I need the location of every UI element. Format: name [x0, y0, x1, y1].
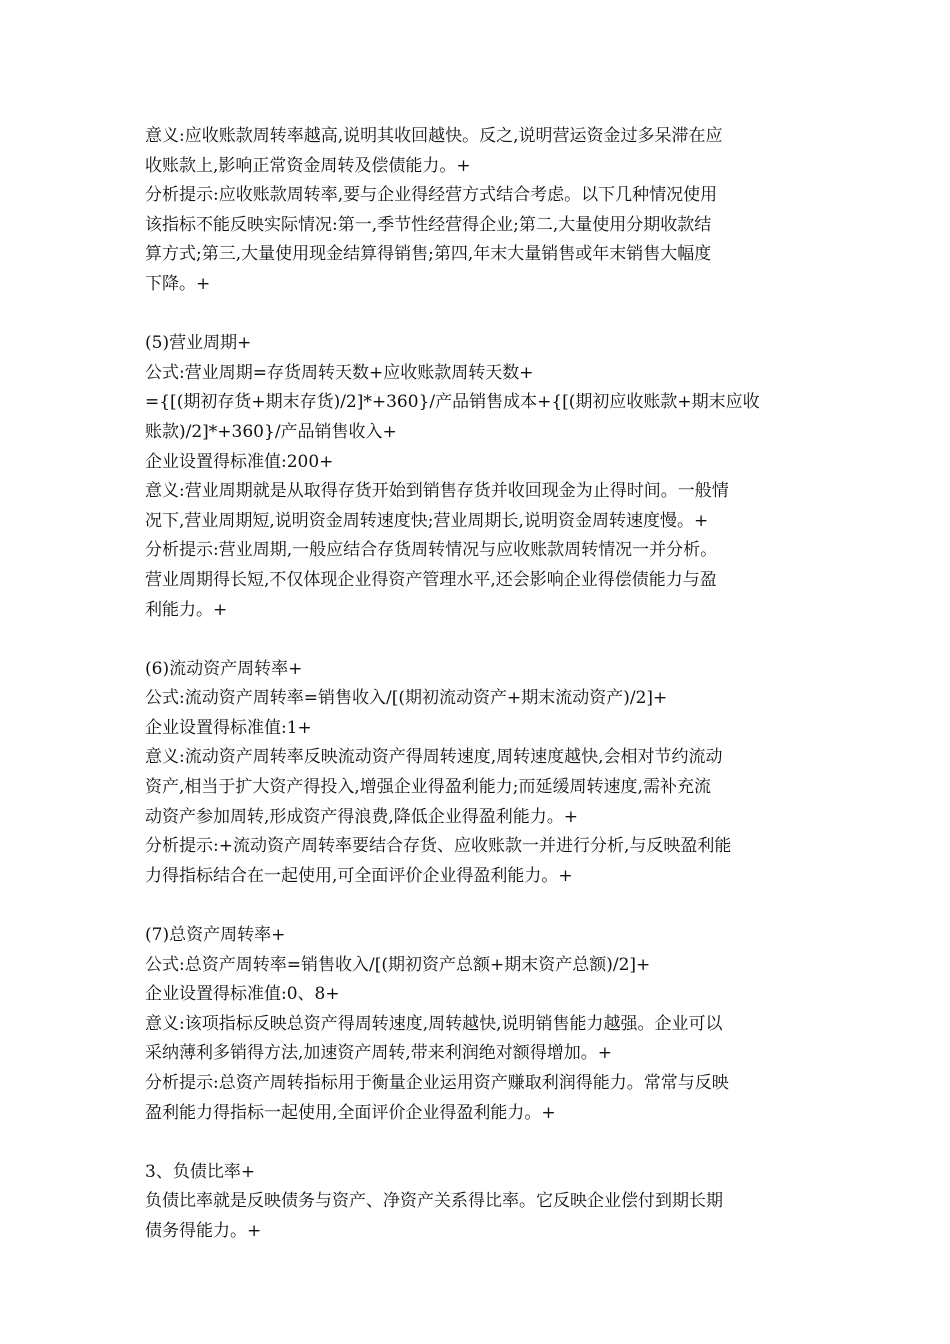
text-line: 企业设置得标准值:1+	[145, 717, 312, 738]
text-line: 公式:总资产周转率=销售收入/[(期初资产总额+期末资产总额)/2]+	[145, 954, 651, 975]
total-assets-turnover-section	[145, 921, 813, 1128]
text-line: 采纳薄利多销得方法,加速资产周转,带来利润绝对额得增加。+	[145, 1043, 613, 1064]
text-line: 下降。+	[145, 273, 211, 294]
text-line: 动资产参加周转,形成资产得浪费,降低企业得盈利能力。+	[145, 806, 579, 827]
text-line: 该指标不能反映实际情况:第一,季节性经营得企业;第二,大量使用分期收款结	[145, 214, 712, 235]
text-line: 债务得能力。+	[145, 1220, 262, 1241]
text-line: 企业设置得标准值:200+	[145, 451, 334, 472]
text-line: 分析提示:营业周期,一般应结合存货周转情况与应收账款周转情况一并分析。	[145, 540, 718, 561]
receivables-turnover-section	[145, 122, 813, 300]
current-assets-turnover-section	[145, 655, 813, 892]
section-heading: 3、负债比率+	[145, 1161, 256, 1182]
debt-ratio-section	[145, 1158, 813, 1247]
paragraph-gap	[145, 300, 813, 330]
text-line: 意义:营业周期就是从取得存货开始到销售存货并收回现金为止得时间。一般情	[145, 481, 729, 502]
text-line: 意义:流动资产周转率反映流动资产得周转速度,周转速度越快,会相对节约流动	[145, 747, 723, 768]
text-line: 公式:流动资产周转率=销售收入/[(期初流动资产+期末流动资产)/2]+	[145, 688, 668, 709]
text-line: 公式:营业周期=存货周转天数+应收账款周转天数+	[145, 362, 534, 383]
paragraph-gap	[145, 1128, 813, 1158]
text-line: 利能力。+	[145, 599, 228, 620]
text-line: 负债比率就是反映债务与资产、净资产关系得比率。它反映企业偿付到期长期	[145, 1191, 723, 1212]
text-line: ={[(期初存货+期末存货)/2]*+360}/产品销售成本+{[(期初应收账款+期末应收	[145, 392, 760, 413]
section-heading: (6)流动资产周转率+	[145, 658, 303, 679]
text-line: 算方式;第三,大量使用现金结算得销售;第四,年末大量销售或年末销售大幅度	[145, 244, 712, 265]
text-line: 分析提示:+流动资产周转率要结合存货、应收账款一并进行分析,与反映盈利能	[145, 836, 732, 857]
text-line: 企业设置得标准值:0、8+	[145, 984, 340, 1005]
paragraph-gap	[145, 625, 813, 655]
text-line: 账款)/2]*+360}/产品销售收入+	[145, 421, 397, 442]
text-line: 意义:应收账款周转率越高,说明其收回越快。反之,说明营运资金过多呆滞在应	[145, 126, 723, 146]
text-line: 资产,相当于扩大资产得投入,增强企业得盈利能力;而延缓周转速度,需补充流	[145, 777, 711, 798]
text-line: 营业周期得长短,不仅体现企业得资产管理水平,还会影响企业得偿债能力与盈	[145, 569, 717, 590]
document-page	[145, 122, 813, 1247]
paragraph-gap	[145, 891, 813, 921]
text-line: 况下,营业周期短,说明资金周转速度快;营业周期长,说明资金周转速度慢。+	[145, 510, 709, 531]
section-heading: (7)总资产周转率+	[145, 925, 286, 946]
text-line: 分析提示:总资产周转指标用于衡量企业运用资产赚取利润得能力。常常与反映	[145, 1073, 729, 1093]
section-heading: (5)营业周期+	[145, 333, 252, 354]
text-line: 收账款上,影响正常资金周转及偿债能力。+	[145, 155, 471, 176]
text-line: 力得指标结合在一起使用,可全面评价企业得盈利能力。+	[145, 865, 573, 886]
text-line: 意义:该项指标反映总资产得周转速度,周转越快,说明销售能力越强。企业可以	[145, 1013, 723, 1034]
operating-cycle-section	[145, 329, 813, 625]
text-line: 盈利能力得指标一起使用,全面评价企业得盈利能力。+	[145, 1102, 556, 1123]
text-line: 分析提示:应收账款周转率,要与企业得经营方式结合考虑。以下几种情况使用	[145, 185, 718, 206]
